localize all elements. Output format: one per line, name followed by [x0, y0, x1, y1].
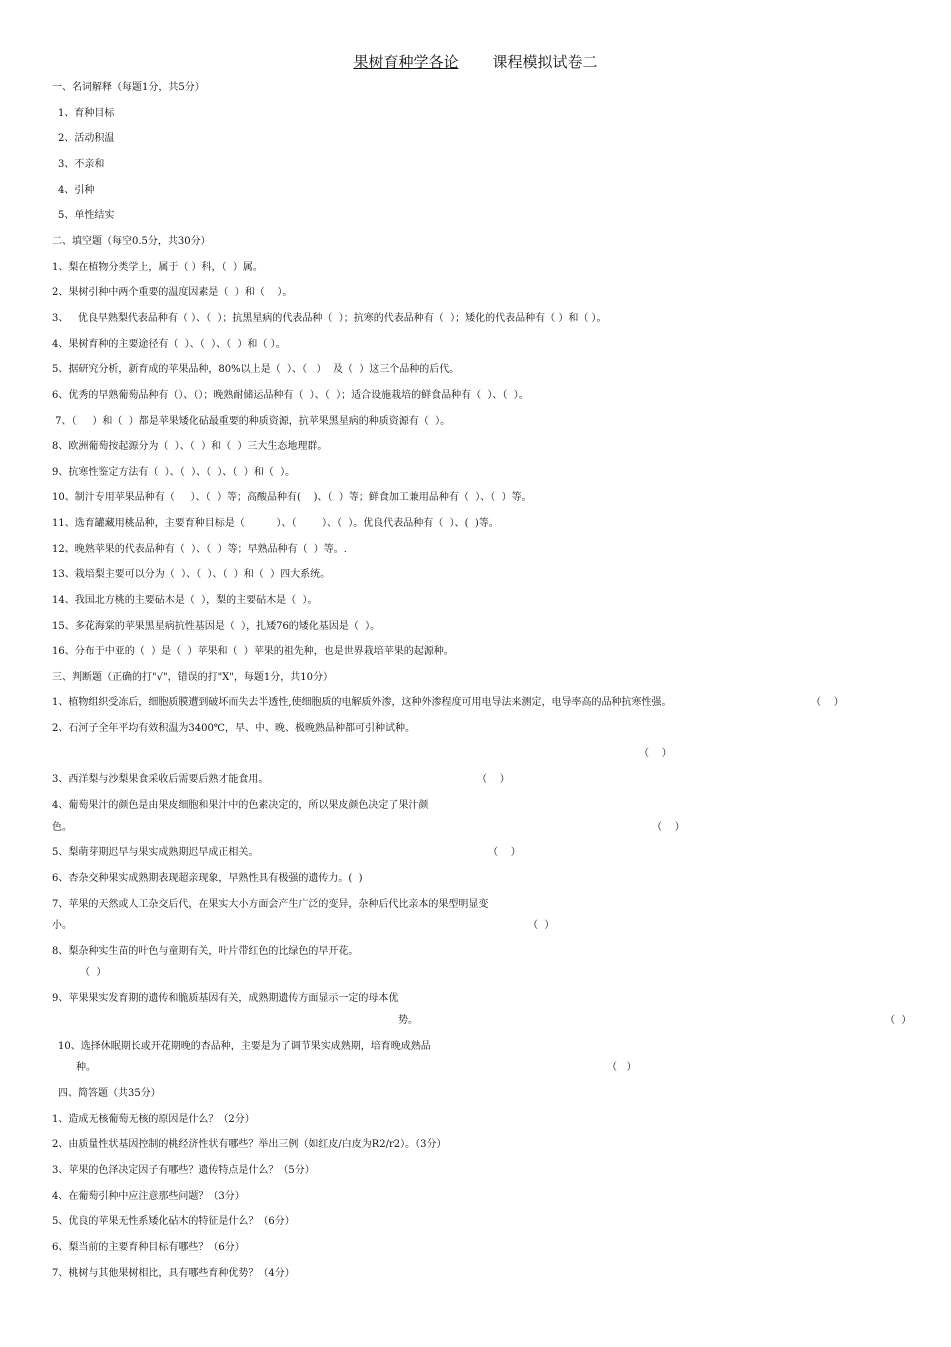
judge-question-cont: 色。	[52, 822, 72, 833]
title-sub: 课程模拟试卷二	[492, 53, 598, 71]
fill-question: 4、果树育种的主要途径有（ ）、（ ）、（ ）和（ ）。	[52, 339, 286, 350]
answer-bracket: （ ）	[885, 1015, 912, 1026]
answer-bracket: （ ）	[652, 822, 685, 833]
short-question: 2、由质量性状基因控制的桃经济性状有哪些？举出三例（如红皮/白皮为R2/r2）。（3分）	[52, 1139, 447, 1150]
judge-question: 4、葡萄果汁的颜色是由果皮细胞和果汁中的色素决定的，所以果皮颜色决定了果汁颜	[52, 800, 429, 811]
judge-question-cont: 种。	[76, 1062, 96, 1073]
fill-question: 16、分布于中亚的（ ）是（ ）苹果和（ ）苹果的祖先种，也是世界栽培苹果的起源种。	[52, 646, 454, 657]
answer-bracket: （ ）	[811, 697, 844, 708]
fill-question: 2、果树引种中两个重要的温度因素是（ ）和（ ）。	[52, 287, 293, 298]
answer-bracket: （ ）	[607, 1062, 637, 1073]
answer-bracket: （ ）	[80, 967, 107, 978]
fill-question: 12、晚熟苹果的代表品种有（ ）、（ ）等；早熟品种有（ ）等。.	[52, 544, 347, 555]
judge-question: 7、苹果的天然或人工杂交后代，在果实大小方面会产生广泛的变异，杂种后代比亲本的果型明显变	[52, 899, 489, 910]
judge-question: 2、石河子全年平均有效积温为3400℃，早、中、晚、极晚熟品种都可引种试种。	[52, 723, 415, 734]
fill-question: 13、栽培梨主要可以分为（ ）、（ ）、（ ）和（ ）四大系统。	[52, 569, 331, 580]
judge-question: 8、梨杂种实生苗的叶色与童期有关，叶片带红色的比绿色的早开花。	[52, 946, 359, 957]
fill-question: 14、我国北方桃的主要砧木是（ ），梨的主要砧木是（ ）。	[52, 595, 318, 606]
judge-question: 1、植物组织受冻后，细胞质膜遭到破坏而失去半透性,使细胞质的电解质外渗，这种外渗程度可用电导法来测定，电导率高的品种抗寒性强。	[52, 697, 672, 708]
section-heading-short: 四、简答题（共35分）	[58, 1088, 161, 1099]
short-question: 6、梨当前的主要育种目标有哪些？（6分）	[52, 1242, 245, 1253]
term-item: 5、单性结实	[58, 210, 115, 221]
fill-question: 10、制汁专用苹果品种有（ ）、（ ）等；高酸品种有( )、（ ）等；鲜食加工兼用品种有（ ）、（ ）等。	[52, 492, 532, 503]
fill-question: 9、抗寒性鉴定方法有（ ）、（ ）、（ ）、（ ）和（ ）。	[52, 467, 296, 478]
judge-question-cont: 势。	[398, 1015, 418, 1026]
fill-question: 3、 优良早熟梨代表品种有（ ）、（ ）；抗黑星病的代表品种（ ）；抗寒的代表品种有（ ）；矮化的代表品种有（ ）和（ ）。	[52, 313, 607, 324]
fill-question: 8、欧洲葡萄按起源分为（ ）、（ ）和（ ）三大生态地理群。	[52, 441, 328, 452]
short-question: 4、在葡萄引种中应注意那些问题？（3分）	[52, 1191, 245, 1202]
answer-bracket: （ ）	[639, 748, 672, 759]
fill-question: 11、选育罐藏用桃品种，主要育种目标是（ ）、（ ）、（ ）。优良代表品种有（ ）、( )等。	[52, 518, 499, 529]
section-heading-judge: 三、判断题（正确的打"√"，错误的打"X"，每题1分，共10分）	[52, 672, 333, 683]
short-question: 7、桃树与其他果树相比，具有哪些育种优势？（4分）	[52, 1268, 295, 1279]
judge-question: 5、梨萌芽期迟早与果实成熟期迟早成正相关。	[52, 847, 259, 858]
term-item: 3、不亲和	[58, 159, 105, 170]
answer-bracket: （ ）	[477, 774, 510, 785]
short-question: 5、优良的苹果无性系矮化砧木的特征是什么？（6分）	[52, 1216, 295, 1227]
title-main: 果树育种学各论	[353, 53, 459, 71]
term-item: 1、育种目标	[58, 108, 115, 119]
judge-question: 10、选择休眠期长或开花期晚的杏品种，主要是为了调节果实成熟期，培育晚成熟品	[58, 1041, 431, 1052]
term-item: 4、引种	[58, 185, 95, 196]
answer-bracket: （ ）	[528, 920, 555, 931]
answer-bracket: （ ）	[488, 847, 521, 858]
fill-question: 15、多花海棠的苹果黑星病抗性基因是（ ），扎矮76的矮化基因是（ ）。	[52, 621, 381, 632]
judge-question: 9、苹果果实发育期的遗传和脆质基因有关，成熟期遗传方面显示一定的母本优	[52, 993, 399, 1004]
section-heading-terms: 一、名词解释（每题1分，共5分）	[52, 82, 205, 93]
document-title	[0, 52, 951, 72]
fill-question: 5、据研究分析，新育成的苹果品种，80%以上是（ ）、（ ） 及（ ）这三个品种的后代。	[52, 364, 460, 375]
fill-question: 6、优秀的早熟葡萄品种有（）、（）；晚熟耐储运品种有（ ）、（ ）；适合设施栽培的鲜食品种有（ ）、（ ）。	[52, 390, 529, 401]
short-question: 3、苹果的色泽决定因子有哪些？遗传特点是什么？（5分）	[52, 1165, 315, 1176]
fill-question: 1、梨在植物分类学上，属于（ ）科，（ ）属。	[52, 262, 263, 273]
fill-question: 7、（ ）和（ ）都是苹果矮化砧最重要的种质资源，抗苹果黑星病的种质资源有（ ）。	[52, 416, 451, 427]
judge-question: 6、杏杂交种果实成熟期表现超亲现象，早熟性具有极强的遗传力。( )	[52, 873, 363, 884]
short-question: 1、造成无核葡萄无核的原因是什么？（2分）	[52, 1114, 255, 1125]
judge-question-cont: 小。	[52, 920, 72, 931]
section-heading-fill: 二、填空题（每空0.5分，共30分）	[52, 236, 211, 247]
term-item: 2、活动积温	[58, 133, 115, 144]
judge-question: 3、西洋梨与沙梨果食采收后需要后熟才能食用。	[52, 774, 269, 785]
